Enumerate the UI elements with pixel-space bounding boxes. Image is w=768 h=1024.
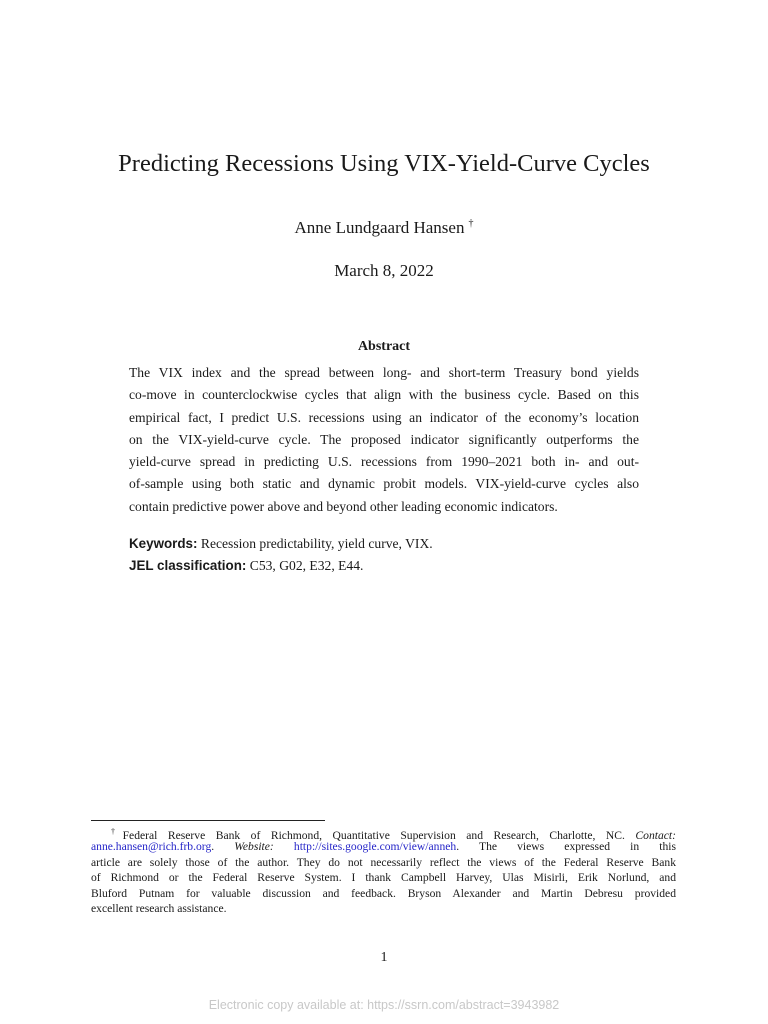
author-line xyxy=(0,218,768,238)
abstract-line: on the VIX-yield-curve cycle. The proposed indicator significantly outperforms the xyxy=(129,431,639,447)
keywords-text: Recession predictability, yield curve, VIX. xyxy=(200,536,433,551)
abstract-line: co-move in counterclockwise cycles that align with the business cycle. Based on this xyxy=(129,387,639,403)
abstract-line: empirical fact, I predict U.S. recessions using an indicator of the economy’s location xyxy=(129,409,639,425)
email-link[interactable]: anne.hansen@rich.frb.org xyxy=(91,840,212,854)
footnote-line: Bluford Putnam for valuable discussion and feedback. Bryson Alexander and Martin Debresu provided xyxy=(91,886,676,900)
paper-title: Predicting Recessions Using VIX-Yield-Curve Cycles xyxy=(118,150,650,177)
abstract-line: yield-curve spread in predicting U.S. recessions from 1990–2021 both in- and out- xyxy=(129,454,639,470)
keywords-label: Keywords: xyxy=(129,536,198,551)
website-link[interactable]: http://sites.google.com/view/anneh xyxy=(293,840,457,854)
abstract-line: The VIX index and the spread between long- and short-term Treasury bond yields xyxy=(129,365,639,380)
footnote-line: article are solely those of the author. They do not necessarily reflect the views of the Federal Reserve Bank xyxy=(91,855,676,869)
footnote-line xyxy=(91,839,676,854)
keywords-row xyxy=(129,533,639,555)
footnote-line xyxy=(91,824,676,842)
jel-row xyxy=(129,555,639,577)
author-footnote-mark[interactable]: † xyxy=(468,218,474,229)
ssrn-notice[interactable]: Electronic copy available at: https://ssrn.com/abstract=3943982 xyxy=(208,998,560,1012)
footnote-period: . xyxy=(211,840,215,854)
footnote-mark: † xyxy=(111,827,123,836)
page-number: 1 xyxy=(380,950,388,965)
author-name: Anne Lundgaard Hansen xyxy=(294,218,465,237)
contact-label: Contact: xyxy=(635,829,676,842)
jel-text: C53, G02, E32, E44. xyxy=(249,558,364,573)
website-label: Website: xyxy=(234,840,274,854)
jel-label: JEL classification: xyxy=(129,558,247,573)
abstract-line: contain predictive power above and beyond other leading economic indicators. xyxy=(129,498,558,514)
footnote-rule xyxy=(91,820,325,821)
abstract-body xyxy=(129,362,639,518)
footnote-affiliation: Federal Reserve Bank of Richmond, Quantitative Supervision and Research, Charlotte, NC. xyxy=(122,829,625,842)
footnote xyxy=(91,824,676,916)
paper-date: March 8, 2022 xyxy=(334,261,434,280)
footnote-line: of Richmond or the Federal Reserve System. I thank Campbell Harvey, Ulas Misirli, Erik Norlund, and xyxy=(91,871,676,885)
footnote-text: . The views expressed in this xyxy=(456,840,676,854)
abstract-heading: Abstract xyxy=(357,339,411,354)
footnote-line: excellent research assistance. xyxy=(91,901,227,915)
abstract-line: of-sample using both static and dynamic probit models. VIX-yield-curve cycles also xyxy=(129,476,639,492)
keywords-block xyxy=(129,533,639,577)
